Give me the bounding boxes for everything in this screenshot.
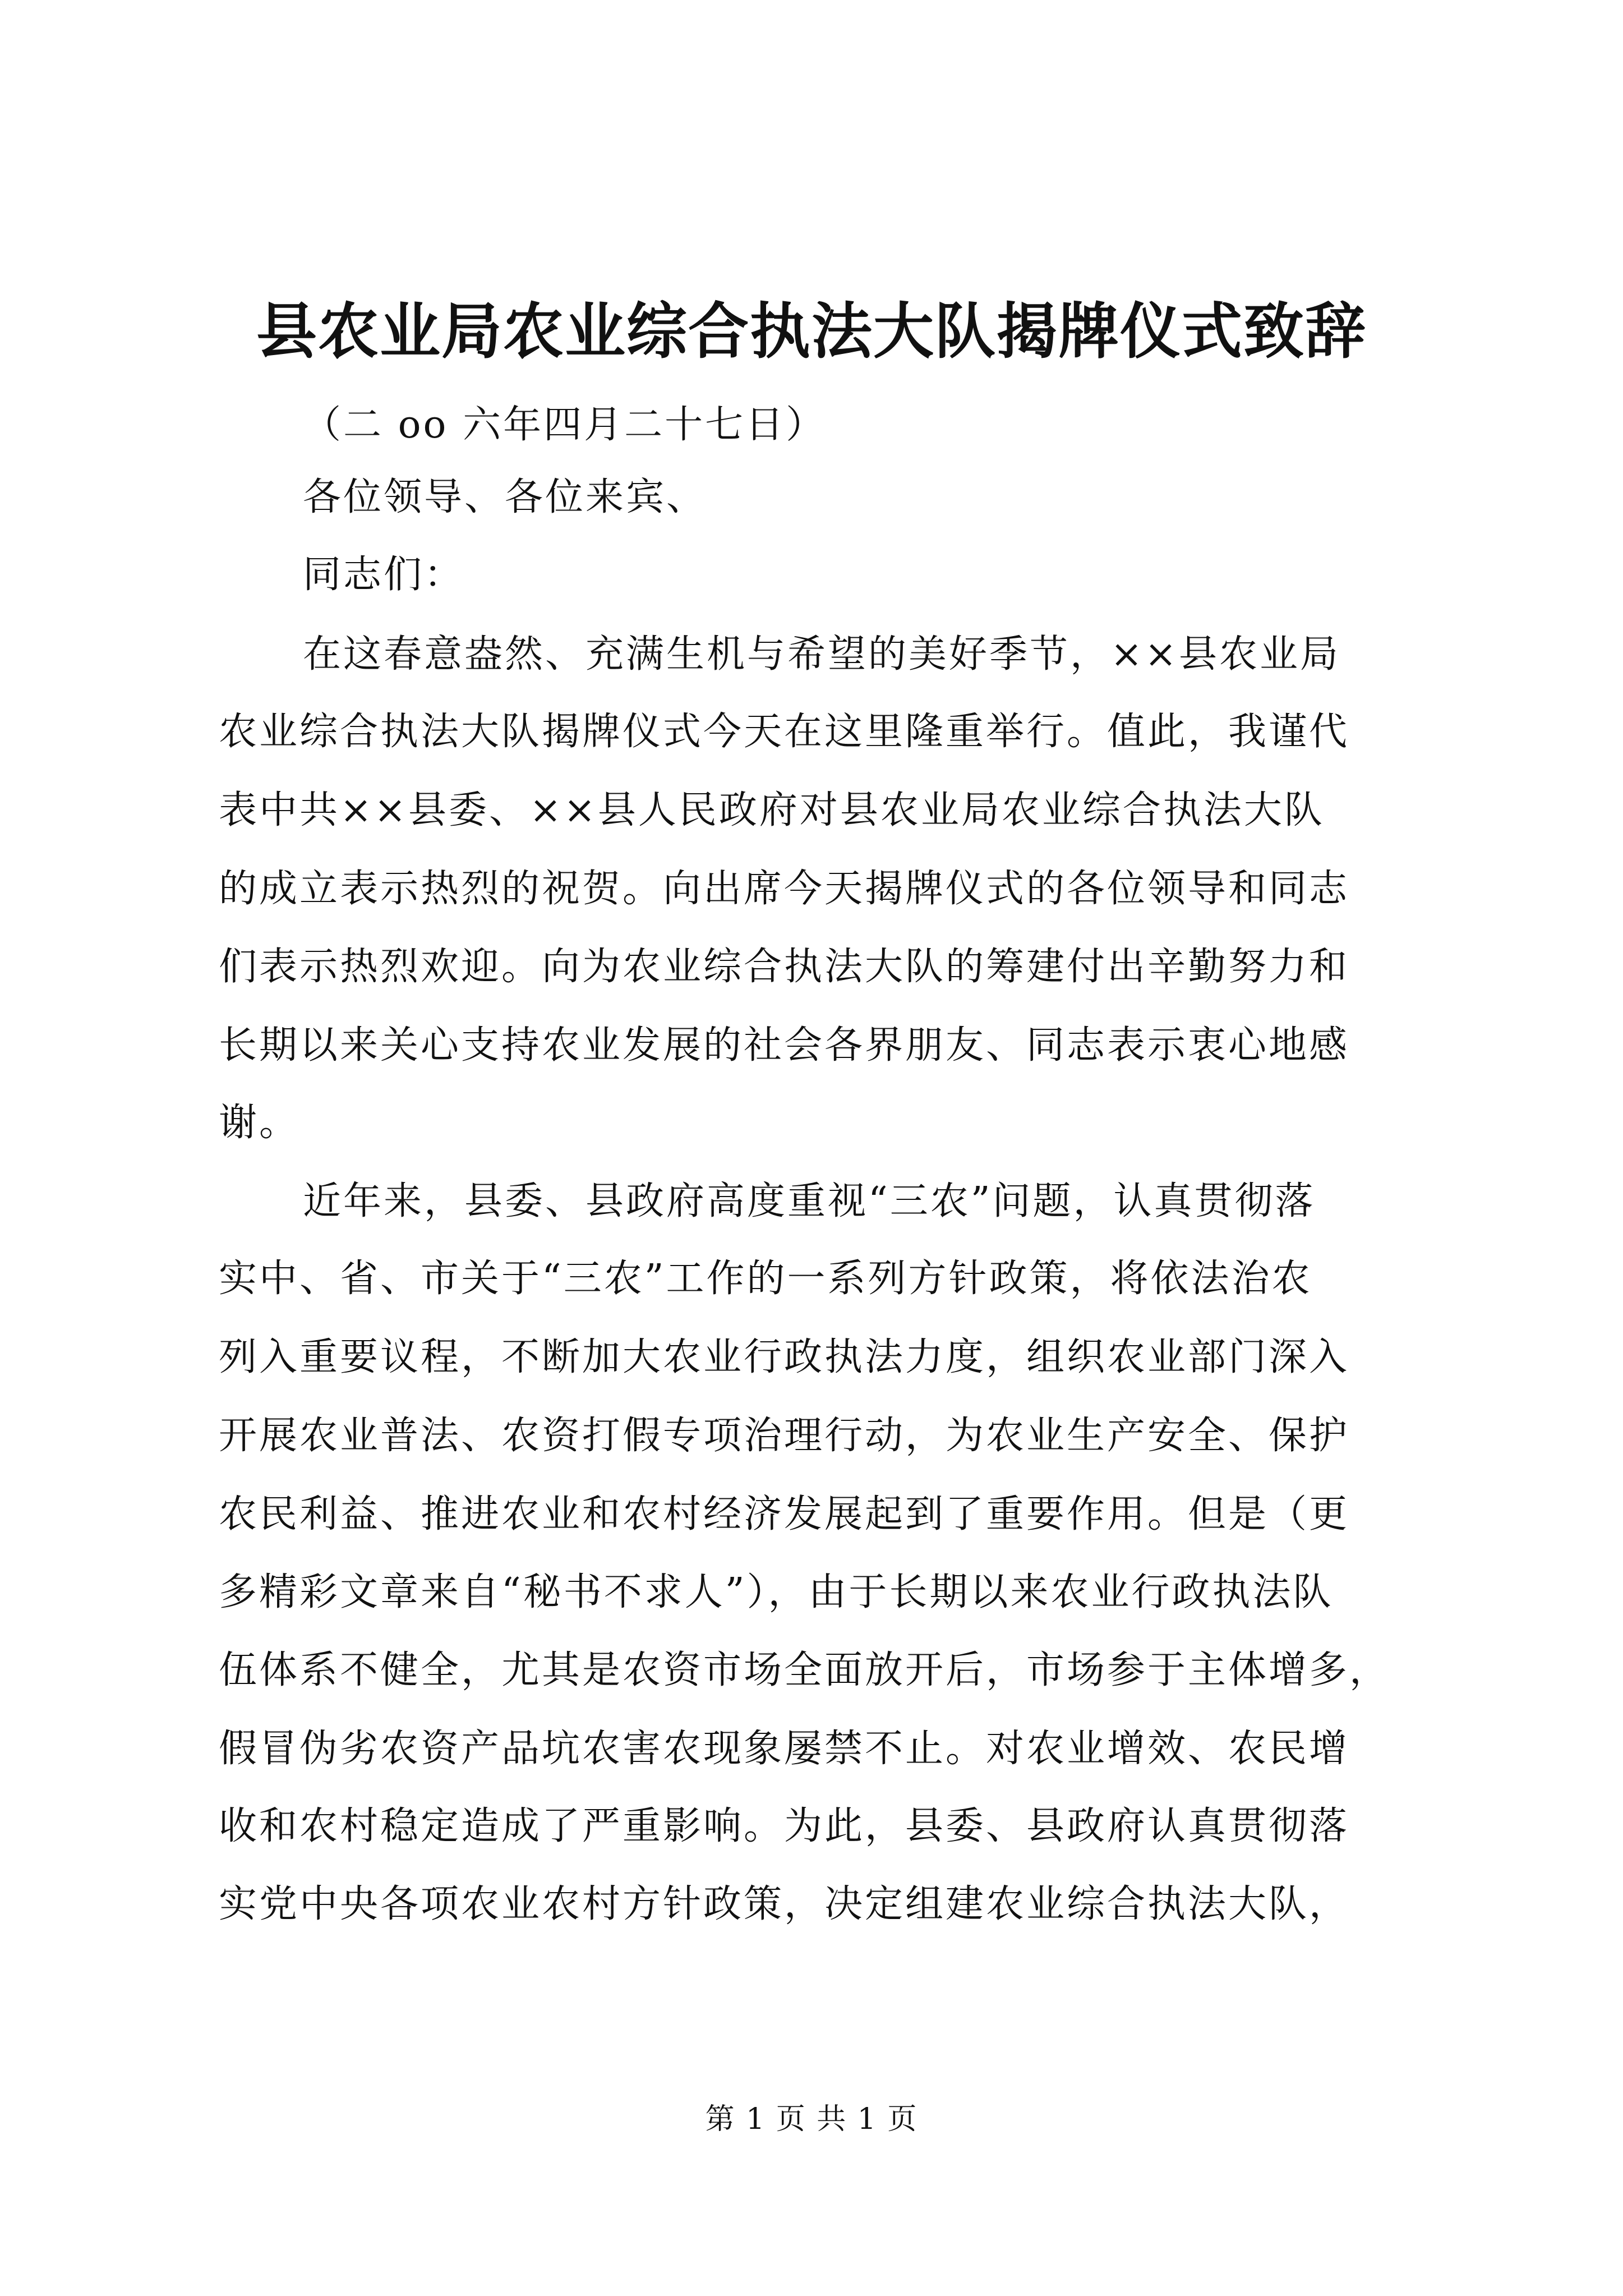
body-line: 的成立表示热烈的祝贺。向出席今天揭牌仪式的各位领导和同志: [219, 867, 1350, 911]
body-line: 列入重要议程，不断加大农业行政执法力度，组织农业部门深入: [219, 1335, 1350, 1379]
body-line: 农民利益、推进农业和农村经济发展起到了重要作用。但是（更: [219, 1492, 1350, 1536]
body-line: 伍体系不健全，尤其是农资市场全面放开后，市场参于主体增多，: [219, 1648, 1390, 1692]
body-line: 实党中央各项农业农村方针政策，决定组建农业综合执法大队，: [219, 1882, 1350, 1926]
salutation-line: 各位领导、各位来宾、: [303, 475, 707, 519]
body-line: 多精彩文章来自“秘书不求人”），由于长期以来农业行政执法队: [219, 1570, 1334, 1614]
body-line: 假冒伪劣农资产品坑农害农现象屡禁不止。对农业增效、农民增: [219, 1727, 1350, 1771]
body-line: 谢。: [219, 1101, 300, 1145]
document-title: 县农业局农业综合执法大队揭牌仪式致辞: [256, 296, 1367, 367]
body-line: 表中共××县委、××县人民政府对县农业局农业综合执法大队: [219, 788, 1325, 832]
body-line: 长期以来关心支持农业发展的社会各界朋友、同志表示衷心地感: [219, 1023, 1350, 1068]
body-line: 在这春意盎然、充满生机与希望的美好季节，××县农业局: [303, 632, 1340, 677]
body-line: 收和农村稳定造成了严重影响。为此，县委、县政府认真贯彻落: [219, 1804, 1350, 1848]
document-date: （二 oo 六年四月二十七日）: [303, 403, 827, 447]
body-line: 实中、省、市关于“三农”工作的一系列方针政策，将依法治农: [219, 1257, 1312, 1301]
page-number-footer: 第 1 页 共 1 页: [705, 2102, 918, 2136]
body-line: 们表示热烈欢迎。向为农业综合执法大队的筹建付出辛勤努力和: [219, 945, 1350, 989]
body-line: 农业综合执法大队揭牌仪式今天在这里隆重举行。值此，我谨代: [219, 710, 1350, 754]
body-line: 开展农业普法、农资打假专项治理行动，为农业生产安全、保护: [219, 1414, 1350, 1458]
body-line: 近年来，县委、县政府高度重视“三农”问题，认真贯彻落: [303, 1179, 1316, 1223]
salutation-line: 同志们：: [303, 553, 465, 597]
